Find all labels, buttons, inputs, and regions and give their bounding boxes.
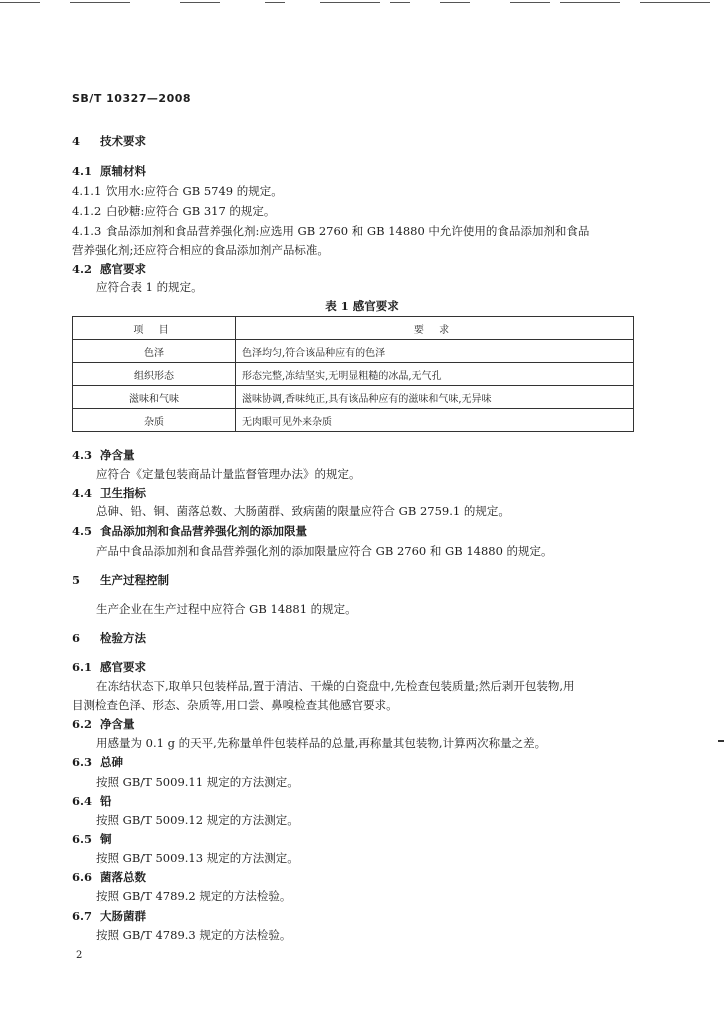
section-4-heading: 4 技术要求 <box>72 134 146 148</box>
section-6-7-heading: 6.7 大肠菌群 <box>72 909 146 923</box>
row-requirement: 无肉眼可见外来杂质 <box>236 409 634 432</box>
section-4-3-text: 应符合《定量包装商品计量监督管理办法》的规定。 <box>96 467 361 481</box>
row-requirement: 滋味协调,香味纯正,具有该品种应有的滋味和气味,无异味 <box>236 386 634 409</box>
section-6-2-heading: 6.2 净含量 <box>72 717 135 731</box>
section-4-2-heading: 4.2 感官要求 <box>72 262 146 276</box>
table-1-caption: 表 1 感官要求 <box>325 299 399 313</box>
document-code-header: SB/T 10327—2008 <box>72 92 192 105</box>
table-header-row <box>73 317 634 340</box>
section-6-6-heading: 6.6 菌落总数 <box>72 870 146 884</box>
table-row <box>73 363 634 386</box>
page-number: 2 <box>76 950 83 961</box>
row-item: 杂质 <box>73 409 236 432</box>
row-requirement: 形态完整,冻结坚实,无明显粗糙的冰晶,无气孔 <box>236 363 634 386</box>
section-4-1-1: 4.1.1 饮用水:应符合 GB 5749 的规定。 <box>72 184 283 198</box>
header-item: 项 目 <box>73 317 236 340</box>
section-6-5-heading: 6.5 铜 <box>72 832 112 846</box>
row-item: 色泽 <box>73 340 236 363</box>
section-6-heading: 6 检验方法 <box>72 631 146 645</box>
table-row <box>73 409 634 432</box>
section-4-5-heading: 4.5 食品添加剂和食品营养强化剂的添加限量 <box>72 524 307 538</box>
row-item: 组织形态 <box>73 363 236 386</box>
section-6-3-heading: 6.3 总砷 <box>72 755 123 769</box>
section-6-1-text: 在冻结状态下,取单只包装样品,置于清洁、干燥的白瓷盘中,先检查包装质量;然后剥开包装物,用 <box>96 679 575 693</box>
section-4-5-text: 产品中食品添加剂和食品营养强化剂的添加限量应符合 GB 2760 和 GB 14880 的规定。 <box>96 544 553 558</box>
section-4-1-2: 4.1.2 白砂糖:应符合 GB 317 的规定。 <box>72 204 276 218</box>
section-6-1-text-cont: 目测检查色泽、形态、杂质等,用口尝、鼻嗅检查其他感官要求。 <box>72 698 398 712</box>
section-6-1-heading: 6.1 感官要求 <box>72 660 146 674</box>
section-4-1-3-cont: 营养强化剂;还应符合相应的食品添加剂产品标准。 <box>72 243 329 257</box>
sensory-requirements-table <box>72 316 634 432</box>
section-6-7-text: 按照 GB/T 4789.3 规定的方法检验。 <box>96 928 292 942</box>
scan-margin-mark <box>718 740 724 742</box>
header-requirement: 要 求 <box>236 317 634 340</box>
section-6-6-text: 按照 GB/T 4789.2 规定的方法检验。 <box>96 889 292 903</box>
row-requirement: 色泽均匀,符合该品种应有的色泽 <box>236 340 634 363</box>
section-6-5-text: 按照 GB/T 5009.13 规定的方法测定。 <box>96 851 299 865</box>
section-4-4-heading: 4.4 卫生指标 <box>72 486 146 500</box>
table-row <box>73 386 634 409</box>
section-4-3-heading: 4.3 净含量 <box>72 448 135 462</box>
table-row <box>73 340 634 363</box>
section-6-4-heading: 6.4 铅 <box>72 794 112 808</box>
section-6-4-text: 按照 GB/T 5009.12 规定的方法测定。 <box>96 813 299 827</box>
section-5-text: 生产企业在生产过程中应符合 GB 14881 的规定。 <box>96 602 357 616</box>
row-item: 滋味和气味 <box>73 386 236 409</box>
section-4-4-text: 总砷、铅、铜、菌落总数、大肠菌群、致病菌的限量应符合 GB 2759.1 的规定。 <box>96 504 510 518</box>
section-4-1-3: 4.1.3 食品添加剂和食品营养强化剂:应选用 GB 2760 和 GB 14880 中允许使用的食品添加剂和食品 <box>72 224 590 238</box>
scan-artifact-top <box>0 0 724 6</box>
section-4-2-text: 应符合表 1 的规定。 <box>96 280 203 294</box>
section-6-2-text: 用感量为 0.1 g 的天平,先称量单件包装样品的总量,再称量其包装物,计算两次称量之差。 <box>96 736 547 750</box>
section-5-heading: 5 生产过程控制 <box>72 573 169 587</box>
section-6-3-text: 按照 GB/T 5009.11 规定的方法测定。 <box>96 775 299 789</box>
section-4-1-heading: 4.1 原辅材料 <box>72 164 146 178</box>
